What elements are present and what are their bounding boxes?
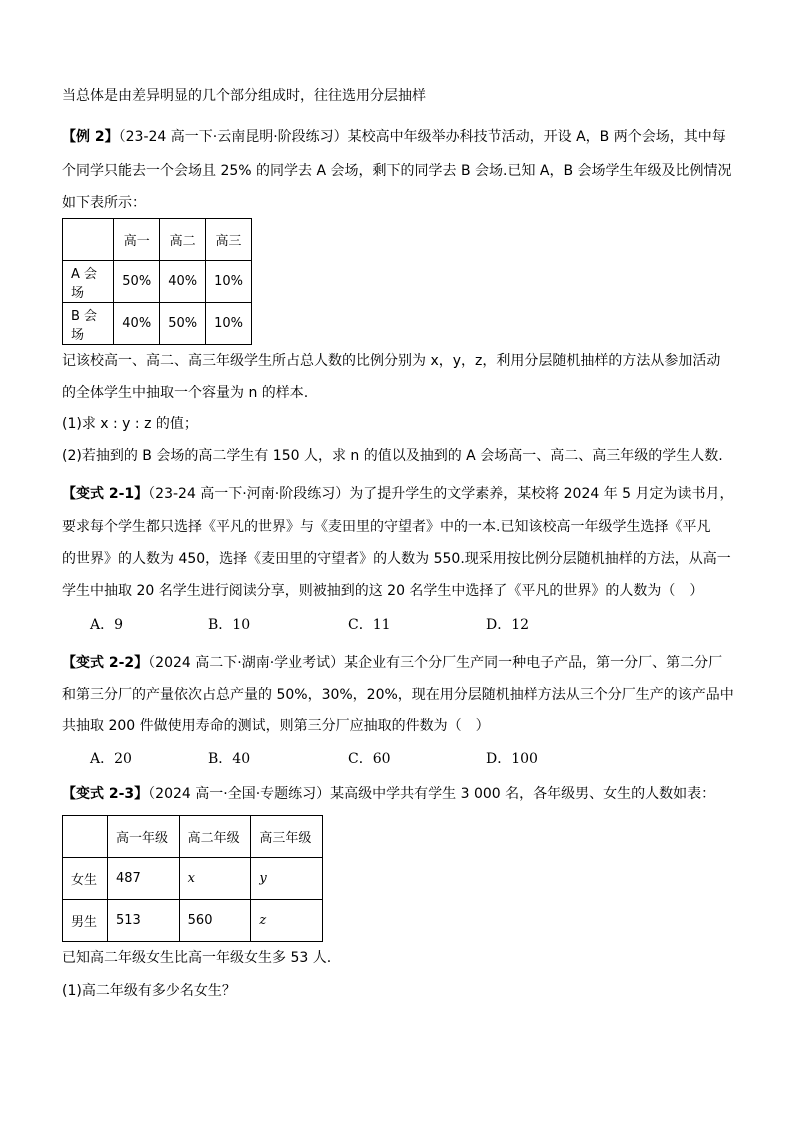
table-row-label: B 会场: [63, 303, 114, 345]
table-cell: x: [179, 858, 251, 900]
example2-label: 【例 2】: [62, 129, 119, 145]
table-cell: 560: [179, 900, 251, 942]
variant21-line3: 的世界》的人数为 450，选择《麦田里的守望者》的人数为 550.现采用按比例分层随机抽样的方法，从高一: [62, 551, 731, 567]
table-cell: [63, 816, 108, 858]
variant21-line1: [62, 484, 734, 504]
variant22-line3: 共抽取 200 件做使用寿命的测试，则第三分厂应抽取的件数为（ ）: [62, 718, 490, 734]
table-row-label: 男生: [63, 900, 108, 942]
variant23-line1: [62, 784, 715, 804]
table-row: [63, 261, 252, 303]
variant21-option-c: C．11: [348, 617, 391, 633]
variant22-option-c: C．60: [348, 751, 391, 767]
table-row: [63, 858, 323, 900]
example2-question1: (1)求 x : y : z 的值；: [62, 416, 198, 432]
table-cell: 487: [108, 858, 180, 900]
table-cell: 40%: [114, 303, 160, 345]
example2-line2: 个同学只能去一个会场且 25% 的同学去 A 会场，剩下的同学去 B 会场.已知 A，B 会场学生年级及比例情况: [62, 163, 732, 179]
variant22-option-a: A．20: [90, 751, 132, 767]
example2-line4: 记该校高一、高二、高三年级学生所占总人数的比例分别为 x，y，z，利用分层随机抽样的方法从参加活动: [62, 353, 721, 369]
table-header-cell: 高三: [206, 219, 252, 261]
variant23-table: [62, 815, 323, 942]
table-row-label: 女生: [63, 858, 108, 900]
variant23-line2: 已知高二年级女生比高一年级女生多 53 人.: [62, 950, 332, 966]
table-header-cell: 高三年级: [251, 816, 323, 858]
variant21-label: 【变式 2-1】: [62, 486, 149, 502]
table-row: [63, 303, 252, 345]
variant21-option-b: B．10: [208, 617, 251, 633]
variant21-option-d: D．12: [486, 617, 530, 633]
table-header-cell: 高二年级: [179, 816, 251, 858]
example2-question2: (2)若抽到的 B 会场的高二学生有 150 人，求 n 的值以及抽到的 A 会场高一、高二、高三年级的学生人数.: [62, 448, 723, 464]
example2-line1: [62, 127, 726, 147]
table-cell: z: [251, 900, 323, 942]
example2-line1-text: （23-24 高一下·云南昆明·阶段练习）某校高中年级举办科技节活动，开设 A，B 两个会场，其中每: [118, 129, 726, 145]
table-header-cell: 高二: [160, 219, 206, 261]
example2-table: [62, 218, 252, 345]
table-row: [63, 900, 323, 942]
table-row-label: A 会场: [63, 261, 114, 303]
variant22-option-b: B．40: [208, 751, 251, 767]
variant21-line1-text: （23-24 高一下·河南·阶段练习）为了提升学生的文学素养，某校将 2024 年 5 月定为读书月，: [148, 486, 734, 502]
variant22-line1: [62, 653, 722, 673]
example2-line5: 的全体学生中抽取一个容量为 n 的样本.: [62, 385, 309, 401]
table-cell: 10%: [206, 303, 252, 345]
example2-line3: 如下表所示：: [62, 195, 146, 211]
table-cell: y: [251, 858, 323, 900]
table-cell: 40%: [160, 261, 206, 303]
table-cell: 50%: [114, 261, 160, 303]
variant22-line1-text: （2024 高二下·湖南·学业考试）某企业有三个分厂生产同一种电子产品，第一分厂、第二分厂: [148, 655, 723, 671]
table-header-cell: 高一年级: [108, 816, 180, 858]
table-cell: 513: [108, 900, 180, 942]
variant23-label: 【变式 2-3】: [62, 786, 149, 802]
variant22-label: 【变式 2-2】: [62, 655, 149, 671]
table-header-row: [63, 816, 323, 858]
variant21-option-a: A．9: [90, 617, 124, 633]
variant21-line2: 要求每个学生都只选择《平凡的世界》与《麦田里的守望者》中的一本.已知该校高一年级学生选择《平凡: [62, 519, 711, 535]
variant23-line1-text: （2024 高一·全国·专题练习）某高级中学共有学生 3 000 名，各年级男、女生的人数如表：: [148, 786, 716, 802]
table-cell: 10%: [206, 261, 252, 303]
table-header-row: [63, 219, 252, 261]
table-cell: 50%: [160, 303, 206, 345]
variant22-option-d: D．100: [486, 751, 538, 767]
table-cell: [63, 219, 114, 261]
table-header-cell: 高一: [114, 219, 160, 261]
variant23-question1: (1)高二年级有多少名女生？: [62, 983, 236, 999]
variant22-line2: 和第三分厂的产量依次占总产量的 50%，30%，20%，现在用分层随机抽样方法从三个分厂生产的该产品中: [62, 687, 734, 703]
variant21-line4: 学生中抽取 20 名学生进行阅读分享，则被抽到的这 20 名学生中选择了《平凡的世界》的人数为（ ）: [62, 583, 704, 599]
intro-text: 当总体是由差异明显的几个部分组成时，往往选用分层抽样: [62, 88, 426, 104]
